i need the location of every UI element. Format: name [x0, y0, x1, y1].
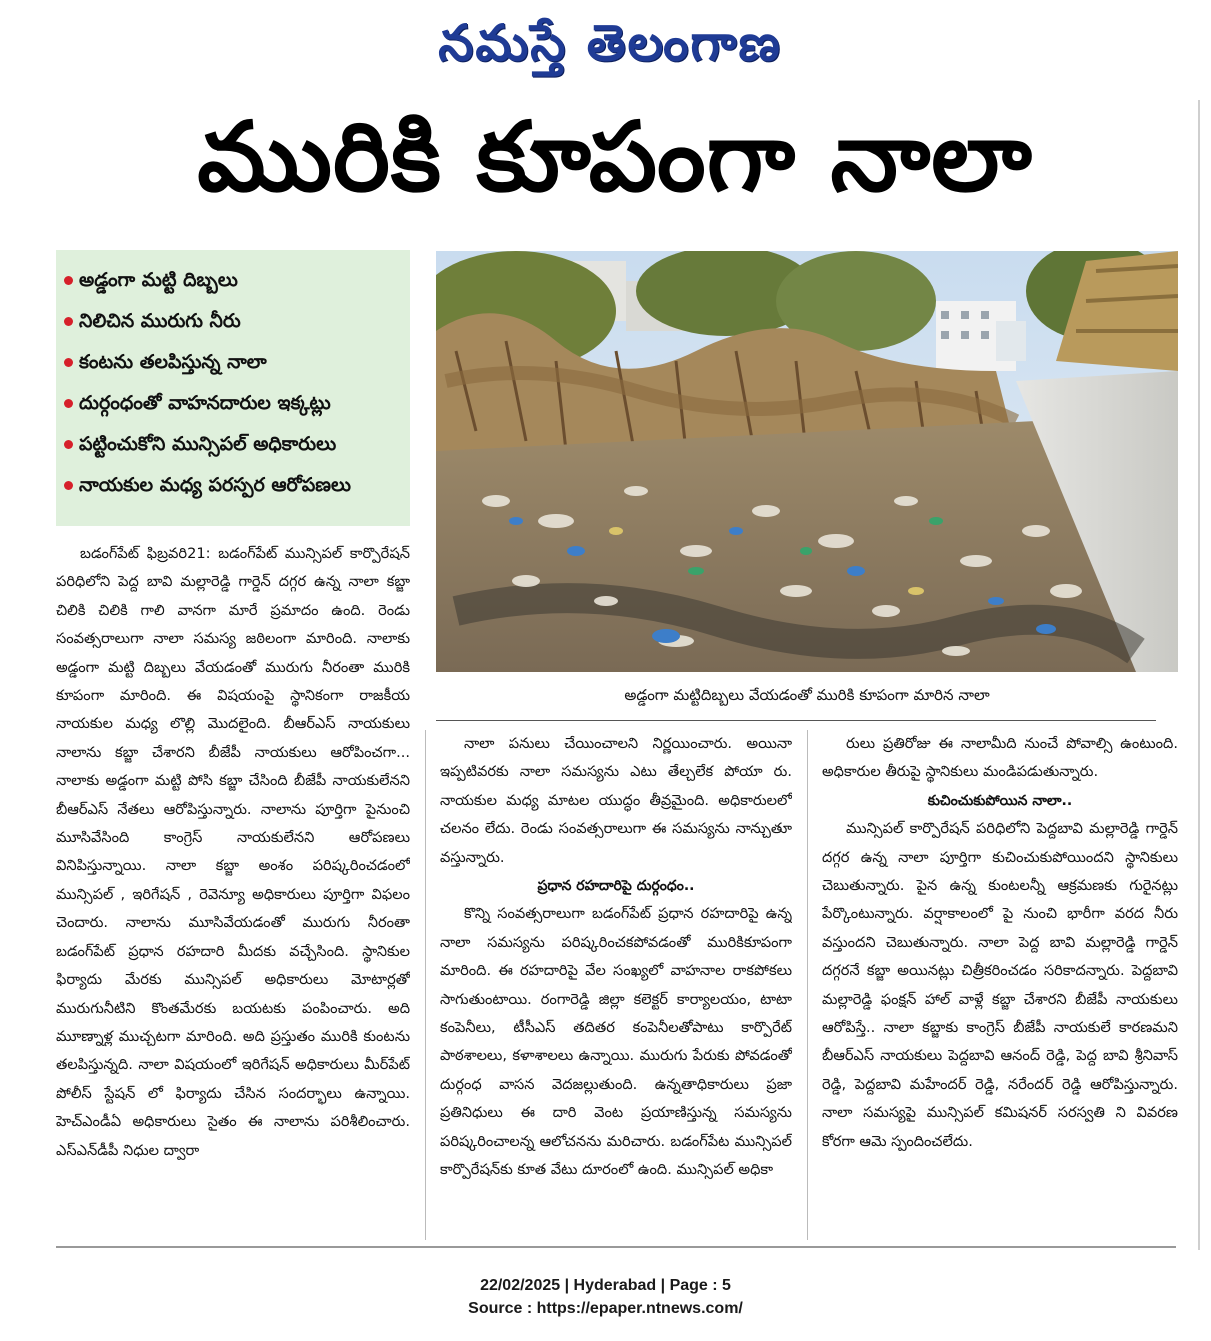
highlight-text: కంటను తలపిస్తున్న నాలా — [79, 351, 267, 373]
bullet-dot-icon — [64, 399, 73, 408]
page-edge-rule — [1198, 100, 1200, 1250]
headline: మురికి కూపంగా నాలా — [197, 101, 1033, 213]
highlight-item — [64, 342, 402, 383]
edition-info: 22/02/2025 | Hyderabad | Page : 5 — [480, 1277, 731, 1294]
highlight-text: దుర్గంధంతో వాహనదారుల ఇక్కట్లు — [79, 392, 331, 414]
highlight-item — [64, 260, 402, 301]
footer — [0, 1274, 1211, 1320]
article-column-3 — [822, 730, 1178, 1248]
article-paragraph: మున్సిపల్ కార్పొరేషన్ పరిధిలోని పెద్దబావి మల్లారెడ్డి గార్డెన్ దగ్గర ఉన్న నాలా పూర్తిగా కుచించుకుపోయిందని స్థానికులు చెబుతున్నారు. పైన ఉన్న కుంటలన్నీ ఆక్రమణకు గురైనట్లు పేర్కొంటున్నారు. వర్షాకాలంలో పై నుంచి భారీగా వరద నీరు వస్తుందని చెబుతున్నారు. నాలా పెద్ద బావి మల్లారెడ్డి గార్డెన్ దగ్గరనే కబ్జా అయినట్లు చిత్రీకరించడం సరికాదన్నారు. పెద్దబావి మల్లారెడ్డి ఫంక్షన్ హాల్ వాళ్లే కబ్జా చేశారని బీజేపీ నాయకులు ఆరోపిస్తే.. నాలా కబ్జాకు కాంగ్రెస్ బీజేపీ నాయకులే కారణమని బీఆర్ఎస్ నాయకులు పెద్దబావి ఆనంద్ రెడ్డి, పెద్ద బావి శ్రీనివాస్ రెడ్డి, పెద్దబావి మహేందర్ రెడ్డి, నరేందర్ రెడ్డి ఆరోపిస్తున్నారు. నాలా సమస్యపై మున్సిపల్ కమిషనర్ సరస్వతి ని వివరణ కోరగా ఆమె స్పందించలేదు. — [822, 820, 1178, 1150]
highlight-item — [64, 424, 402, 465]
bullet-dot-icon — [64, 317, 73, 326]
article-paragraph: రులు ప్రతిరోజు ఈ నాలామీది నుంచే పోవాల్సి ఉంటుంది. అధికారుల తీరుపై స్థానికులు మండిపడుతున్నారు. — [822, 735, 1178, 781]
bullet-dot-icon — [64, 440, 73, 449]
column-divider — [425, 730, 426, 1240]
highlight-item — [64, 465, 402, 506]
newspaper-masthead: నమస్తే తెలంగాణ — [438, 13, 782, 72]
news-photo-drain — [436, 251, 1178, 672]
highlight-text: నాయకుల మధ్య పరస్పర ఆరోపణలు — [79, 474, 351, 496]
article-paragraph: బడంగ్‌పేట్ ఫిబ్రవరి21: బడంగ్‌పేట్ మున్సిపల్ కార్పొరేషన్ పరిధిలోని పెద్ద బావి మల్లారెడ్డి గార్డెన్ దగ్గర ఉన్న నాలా కబ్జా చిలికి చిలికి గాలి వానగా మారే ప్రమాదం ఉంది. రెండు సంవత్సరాలుగా నాలా సమస్య జఠిలంగా మారింది. నాలాకు అడ్డంగా మట్టి దిబ్బలు వేయడంతో మురుగు నీరంతా మురికి కూపంగా మారింది. ఈ విషయంపై స్థానికంగా రాజకీయ నాయకుల మధ్య లొల్లి మొదలైంది. బీఆర్ఎస్ నాయకులు నాలాను కబ్జా చేశారని బీజేపీ నాయకులు ఆరోపించగా... నాలాకు అడ్డంగా మట్టి పోసి కబ్జా చేసింది బీజేపీ నాయకులేనని బీఆర్ఎస్ నేతలు ఆరోపిస్తున్నారు. నాలాను పూర్తిగా పైనుంచి మూసివేసింది కాంగ్రెస్ నాయకులేనని ఆరోపణలు వినిపిస్తున్నాయి. నాలా కబ్జా అంశం పరిష్కరించడంలో మున్సిపల్ , ఇరిగేషన్ , రెవెన్యూ అధికారులు పూర్తిగా విఫలం చెందారు. నాలాను మూసివేయడంతో మురుగు నీరంతా బడంగ్‌పేట్ ప్రధాన రహదారి మీదకు వచ్చేసింది. స్థానికుల ఫిర్యాదు మేరకు మున్సిపల్ అధికారులు మోటార్లతో మురుగునీటిని కొంతమేరకు బయటకు పంపించారు. అది మూణ్నాళ్ల ముచ్చటగా మారింది. అది ప్రస్తుతం మురికి కుంటను తలపిస్తున్నది. నాలా విషయంలో ఇరిగేషన్ అధికారులు మీర్‌పేట్ పోలీస్ స్టేషన్ లో ఫిర్యాదు చేసిన సందర్భాలు ఉన్నాయి. హెచ్ఎండీఏ అధికారులు సైతం ఈ నాలాను పరిశీలించారు. ఎస్ఎన్‌డీపీ నిధుల ద్వారా — [56, 545, 410, 1159]
source-link[interactable]: Source : https://epaper.ntnews.com/ — [468, 1300, 743, 1317]
column-divider — [807, 730, 808, 1240]
bullet-dot-icon — [64, 358, 73, 367]
highlight-text: నిలిచిన మురుగు నీరు — [79, 310, 241, 332]
highlights-box — [56, 250, 410, 526]
photo-caption: అడ్డంగా మట్టిదిబ్బలు వేయడంతో మురికి కూపంగా మారిన నాలా — [624, 686, 990, 704]
bullet-dot-icon — [64, 481, 73, 490]
article-paragraph: నాలా పనులు చేయించాలని నిర్ణయించారు. అయినా ఇప్పటివరకు నాలా సమస్యను ఎటు తేల్చలేక పోయా రు. నాయకుల మధ్య మాటల యుద్ధం తీవ్రమైంది. అధికారులలో చలనం లేదు. రెండు సంవత్సరాలుగా ఈ సమస్యను నాన్చుతూ వస్తున్నారు. — [440, 735, 792, 866]
subheading: కుచించుకుపోయిన నాలా.. — [927, 792, 1073, 809]
highlight-text: అడ్డంగా మట్టి దిబ్బలు — [79, 269, 238, 291]
caption-divider — [436, 720, 1156, 721]
highlight-text: పట్టించుకోని మున్సిపల్ అధికారులు — [79, 433, 337, 455]
article-column-2 — [440, 730, 792, 1248]
article-column-1 — [56, 540, 410, 1248]
article-paragraph: కొన్ని సంవత్సరాలుగా బడంగ్‌పేట్ ప్రధాన రహదారిపై ఉన్న నాలా సమస్యను పరిష్కరించకపోవడంతో మురికికూపంగా మారింది. ఈ రహదారిపై వేల సంఖ్యలో వాహనాల రాకపోకలు సాగుతుంటాయి. రంగారెడ్డి జిల్లా కలెక్టర్ కార్యాలయం, టాటా కంపెనీలు, టీసీఎస్ తదితర కంపెనీలతోపాటు కార్పొరేట్ పాఠశాలలు, కళాశాలలు ఉన్నాయి. మురుగు పేరుకు పోవడంతో దుర్గంధ వాసన వెదజల్లుతుంది. ఉన్నతాధికారులు ప్రజా ప్రతినిధులు ఈ దారి వెంట ప్రయాణిస్తున్న సమస్యను పరిష్కరించాలన్న ఆలోచనను మరిచారు. బడంగ్‌పేట మున్సిపల్ కార్పొరేషన్‌కు కూత వేటు దూరంలో ఉంది. మున్సిపల్ అధికా — [440, 905, 792, 1179]
subheading: ప్రధాన రహదారిపై దుర్గంధం.. — [537, 878, 695, 895]
bullet-dot-icon — [64, 276, 73, 285]
bottom-divider — [56, 1246, 1176, 1248]
highlight-item — [64, 301, 402, 342]
highlight-item — [64, 383, 402, 424]
